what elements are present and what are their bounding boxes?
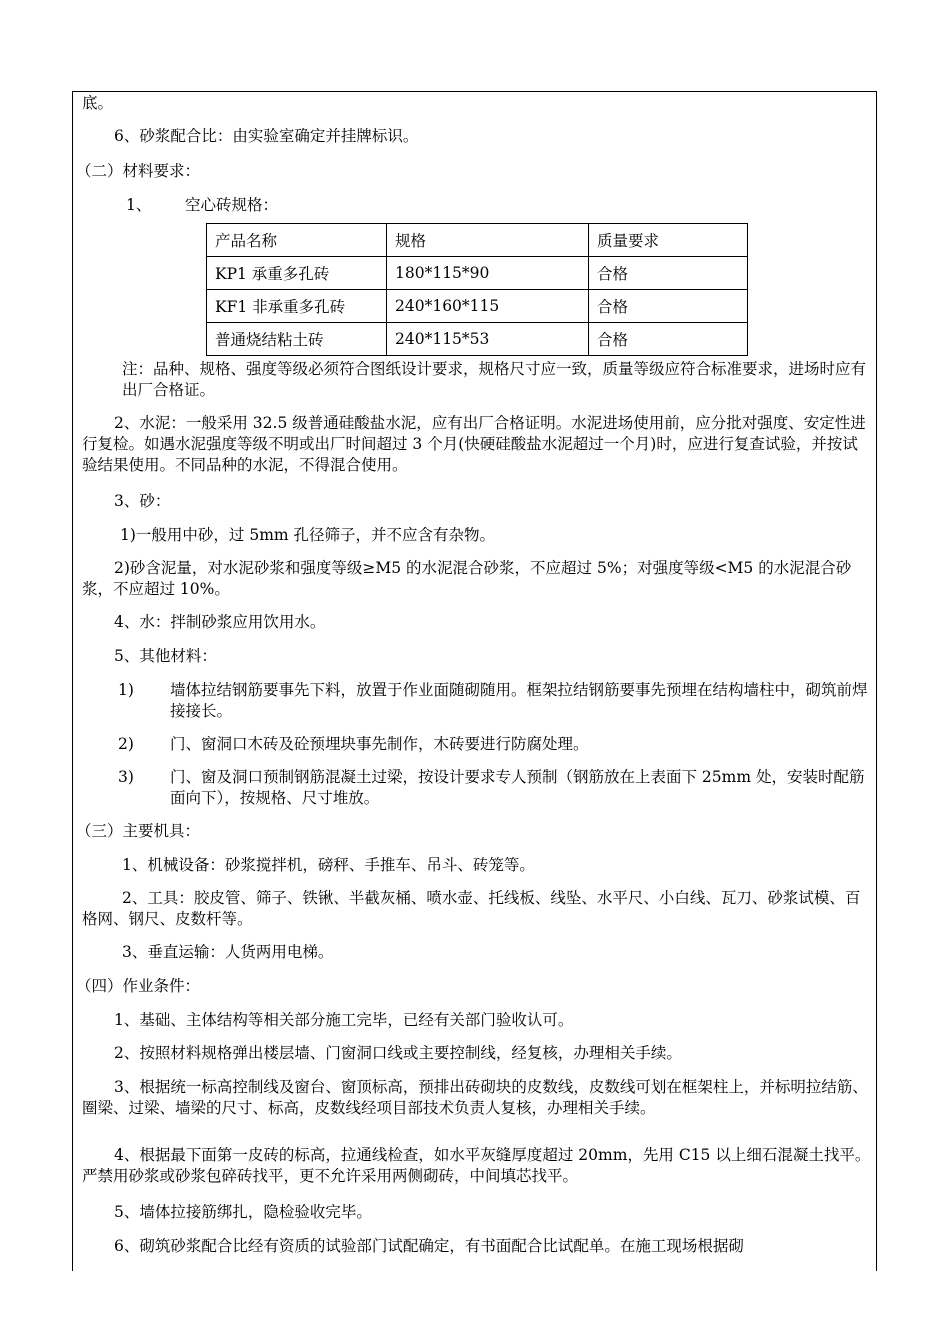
- section-heading-tools: （三）主要机具：: [76, 822, 201, 840]
- material-note: 注：品种、规格、强度等级必须符合图纸设计要求，规格尺寸应一致，质量等级应符合标准要求，进场时应有出厂合格证。: [122, 360, 867, 399]
- table-cell: KP1 承重多孔砖: [207, 257, 387, 290]
- line-continuation: 底。: [82, 94, 114, 112]
- table-header-row: [207, 224, 748, 257]
- cement-requirement: 2、水泥：一般采用 32.5 级普通硅酸盐水泥，应有出厂合格证明。水泥进场使用前，应分批对强度、安定性进行复检。如遇水泥强度等级不明或出厂时间超过 3 个月(快硬硅酸盐水泥超过一个月)时，应进行复查试验，并按试验结果使用。不同品种的水泥，不得混合使用。: [82, 414, 866, 474]
- table-cell: 普通烧结粘土砖: [207, 323, 387, 356]
- item-number: 2): [118, 735, 134, 753]
- mortar-ratio-item: 6、砂浆配合比：由实验室确定并挂牌标识。: [114, 127, 419, 145]
- brick-spec-label: 空心砖规格：: [185, 196, 279, 214]
- condition-2: 2、按照材料规格弹出楼层墙、门窗洞口线或主要控制线，经复核，办理相关手续。: [114, 1044, 682, 1062]
- section-heading-conditions: （四）作业条件：: [76, 977, 201, 995]
- section-heading-materials: （二）材料要求：: [76, 162, 201, 180]
- item-text: 门、窗洞口木砖及砼预埋块事先制作，木砖要进行防腐处理。: [170, 735, 589, 753]
- condition-3: 3、根据统一标高控制线及窗台、窗顶标高，预排出砖砌块的皮数线，皮数线可划在框架柱上，并标明拉结筋、圈梁、过梁、墙梁的尺寸、标高，皮数线经项目部技术负责人复核，办理相关手续。: [82, 1078, 868, 1117]
- table-row: [207, 257, 748, 290]
- table-cell: 240*160*115: [387, 290, 589, 323]
- sand-heading: 3、砂：: [114, 492, 171, 510]
- table-cell: 240*115*53: [387, 323, 589, 356]
- table-cell: KF1 非承重多孔砖: [207, 290, 387, 323]
- condition-5: 5、墙体拉接筋绑扎，隐检验收完毕。: [114, 1203, 372, 1221]
- tools-vertical-transport: 3、垂直运输：人货两用电梯。: [122, 943, 334, 961]
- sand-item-1: 1)一般用中砂，过 5mm 孔径筛子，并不应含有杂物。: [120, 526, 496, 544]
- table-row: [207, 323, 748, 356]
- condition-6: 6、砌筑砂浆配合比经有资质的试验部门试配确定，有书面配合比试配单。在施工现场根据砌: [114, 1237, 744, 1255]
- item-number: 1): [118, 681, 134, 699]
- table-header-cell: 规格: [387, 224, 589, 257]
- water-requirement: 4、水：拌制砂浆应用饮用水。: [114, 613, 326, 631]
- item-number: 3): [118, 768, 134, 786]
- brick-spec-number: 1、: [126, 196, 152, 214]
- brick-spec-table: [206, 223, 748, 356]
- table-header-cell: 质量要求: [589, 224, 748, 257]
- other-materials-heading: 5、其他材料：: [114, 647, 217, 665]
- table-row: [207, 290, 748, 323]
- condition-1: 1、基础、主体结构等相关部分施工完毕，已经有关部门验收认可。: [114, 1011, 574, 1029]
- table-cell: 180*115*90: [387, 257, 589, 290]
- item-text: 门、窗及洞口预制钢筋混凝土过梁，按设计要求专人预制（钢筋放在上表面下 25mm 处，安装时配筋面向下），按规格、尺寸堆放。: [170, 768, 865, 807]
- tools-handtools: 2、工具：胶皮管、筛子、铁锹、半截灰桶、喷水壶、托线板、线坠、水平尺、小白线、瓦刀、砂浆试模、百格网、钢尺、皮数杆等。: [82, 889, 861, 928]
- tools-machinery: 1、机械设备：砂浆搅拌机，磅秤、手推车、吊斗、砖笼等。: [122, 856, 535, 874]
- table-cell: 合格: [589, 290, 748, 323]
- item-text: 墙体拉结钢筋要事先下料，放置于作业面随砌随用。框架拉结钢筋要事先预埋在结构墙柱中，砌筑前焊接接长。: [170, 681, 868, 720]
- table-cell: 合格: [589, 257, 748, 290]
- table-header-cell: 产品名称: [207, 224, 387, 257]
- condition-4: 4、根据最下面第一皮砖的标高，拉通线检查，如水平灰缝厚度超过 20mm，先用 C15 以上细石混凝土找平。严禁用砂浆或砂浆包碎砖找平，更不允许采用两侧砌砖，中间填芯找平。: [82, 1146, 871, 1185]
- table-cell: 合格: [589, 323, 748, 356]
- sand-item-2: 2)砂含泥量，对水泥砂浆和强度等级≥M5 的水泥混合砂浆，不应超过 5%；对强度等级<M5 的水泥混合砂浆，不应超过 10%。: [82, 559, 852, 598]
